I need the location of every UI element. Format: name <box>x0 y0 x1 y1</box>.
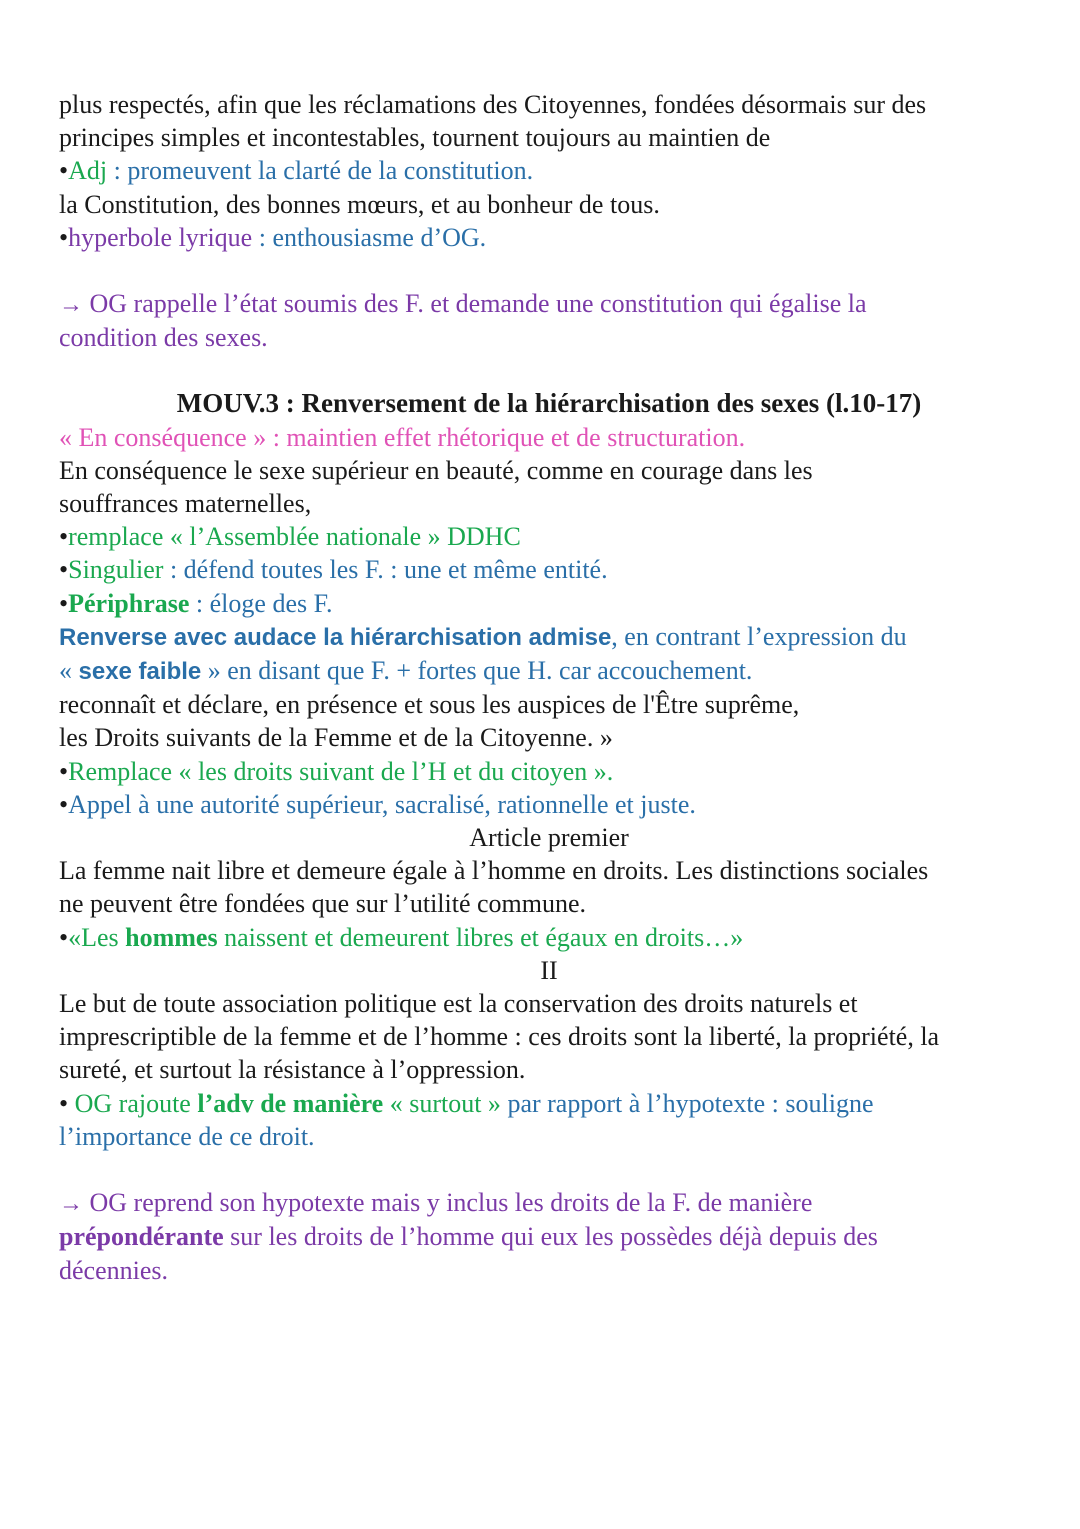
annotation-line <box>59 553 1039 586</box>
conclusion-text: décennies. <box>59 1255 169 1285</box>
annotation-text: : enthousiasme d’OG. <box>252 222 487 252</box>
text-line: imprescriptible de la femme et de l’homme : ces droits sont la liberté, la propriété, la <box>59 1022 940 1052</box>
annotation-term: l’adv de manière <box>197 1088 384 1118</box>
conclusion-term: prépondérante <box>59 1222 224 1252</box>
spacer <box>59 1153 1039 1186</box>
bullet-icon: • <box>59 522 69 552</box>
document-page <box>59 88 1039 1287</box>
text-line: sureté, et surtout la résistance à l’oppression. <box>59 1055 526 1085</box>
annotation-term: hommes <box>125 922 218 952</box>
annotation-line <box>59 755 1039 788</box>
annotation-line <box>59 788 1039 821</box>
annotation-line <box>59 620 1039 654</box>
annotation-text: Appel à une autorité supérieur, sacralisé, rationnelle et juste. <box>68 789 696 819</box>
spacer <box>59 254 1039 287</box>
annotation-line <box>59 654 1039 688</box>
text-line: La femme nait libre et demeure égale à l’homme en droits. Les distinctions sociales <box>59 856 929 886</box>
annotation-text: «Les <box>68 922 126 952</box>
annotation-line <box>59 921 1039 954</box>
annotation-text: par rapport à l’hypotexte : souligne <box>507 1088 874 1118</box>
arrow-right-icon: → <box>59 291 83 319</box>
conclusion-text: sur les droits de l’homme qui eux les possèdes déjà depuis des <box>223 1222 878 1252</box>
annotation-line <box>59 154 1039 187</box>
text-line: plus respectés, afin que les réclamations des Citoyennes, fondées désormais sur des <box>59 90 927 119</box>
conclusion-line <box>59 287 1039 321</box>
article-title: II <box>540 955 558 985</box>
annotation-text: naissent et demeurent libres et égaux en droits…» <box>217 922 744 952</box>
text-line: ne peuvent être fondées que sur l’utilité commune. <box>59 889 587 919</box>
bullet-icon: • <box>59 222 69 252</box>
bullet-icon: • <box>59 555 69 585</box>
annotation-term: Renverse avec audace la hiérarchisation admise <box>59 623 612 651</box>
spacer <box>59 354 1039 387</box>
annotation-text: , en contrant l’expression du <box>611 621 907 651</box>
annotation-term: Adj <box>68 156 108 186</box>
text-line: principes simples et incontestables, tournent toujours au maintien de <box>59 123 771 153</box>
annotation-line <box>59 520 1039 553</box>
annotation-text: OG rajoute <box>74 1088 198 1118</box>
annotation-term: Singulier <box>68 555 164 585</box>
annotation-text: remplace « l’Assemblée nationale » DDHC <box>68 522 521 552</box>
text-line: Le but de toute association politique est la conservation des droits naturels et <box>59 989 858 1019</box>
annotation-line <box>59 221 1039 254</box>
annotation-line <box>59 1087 1039 1120</box>
bullet-icon: • <box>59 756 69 786</box>
bullet-icon: • <box>59 588 69 618</box>
annotation-text: » en disant que F. + fortes que H. car accouchement. <box>201 656 753 686</box>
conclusion-text: OG reprend son hypotexte mais y inclus les droits de la F. de manière <box>83 1188 813 1218</box>
annotation-text: : promeuvent la clarté de la constitution. <box>107 156 534 186</box>
text-line: reconnaît et déclare, en présence et sous les auspices de l'Être suprême, <box>59 690 800 720</box>
annotation-text: l’importance de ce droit. <box>59 1121 315 1151</box>
annotation-term: Périphrase <box>68 588 190 618</box>
annotation-text: : éloge des F. <box>189 588 333 618</box>
conclusion-text: OG rappelle l’état soumis des F. et demande une constitution qui égalise la <box>83 289 867 319</box>
section-heading: MOUV.3 : Renversement de la hiérarchisation des sexes (l.10-17) <box>176 388 922 419</box>
annotation-text: « surtout » <box>383 1088 508 1118</box>
conclusion-text: condition des sexes. <box>59 323 268 353</box>
annotation-term: hyperbole lyrique <box>68 222 253 252</box>
annotation-line: « En conséquence » : maintien effet rhétorique et de structuration. <box>59 422 746 452</box>
annotation-line <box>59 587 1039 620</box>
text-line: les Droits suivants de la Femme et de la Citoyenne. » <box>59 723 613 753</box>
conclusion-line <box>59 1220 1039 1253</box>
text-line: souffrances maternelles, <box>59 489 312 519</box>
bullet-icon: • <box>59 789 69 819</box>
conclusion-line <box>59 1186 1039 1220</box>
arrow-right-icon: → <box>59 1190 83 1218</box>
bullet-icon: • <box>59 156 69 186</box>
text-line: En conséquence le sexe supérieur en beauté, comme en courage dans les <box>59 455 813 485</box>
text-line: la Constitution, des bonnes mœurs, et au bonheur de tous. <box>59 189 660 219</box>
annotation-text: « <box>59 656 79 686</box>
annotation-term: sexe faible <box>78 658 202 686</box>
annotation-text: Remplace « les droits suivant de l’H et du citoyen ». <box>68 756 614 786</box>
bullet-icon: • <box>59 922 69 952</box>
article-title: Article premier <box>469 823 629 853</box>
bullet-icon: • <box>59 1088 75 1118</box>
annotation-text: : défend toutes les F. : une et même entité. <box>163 555 608 585</box>
